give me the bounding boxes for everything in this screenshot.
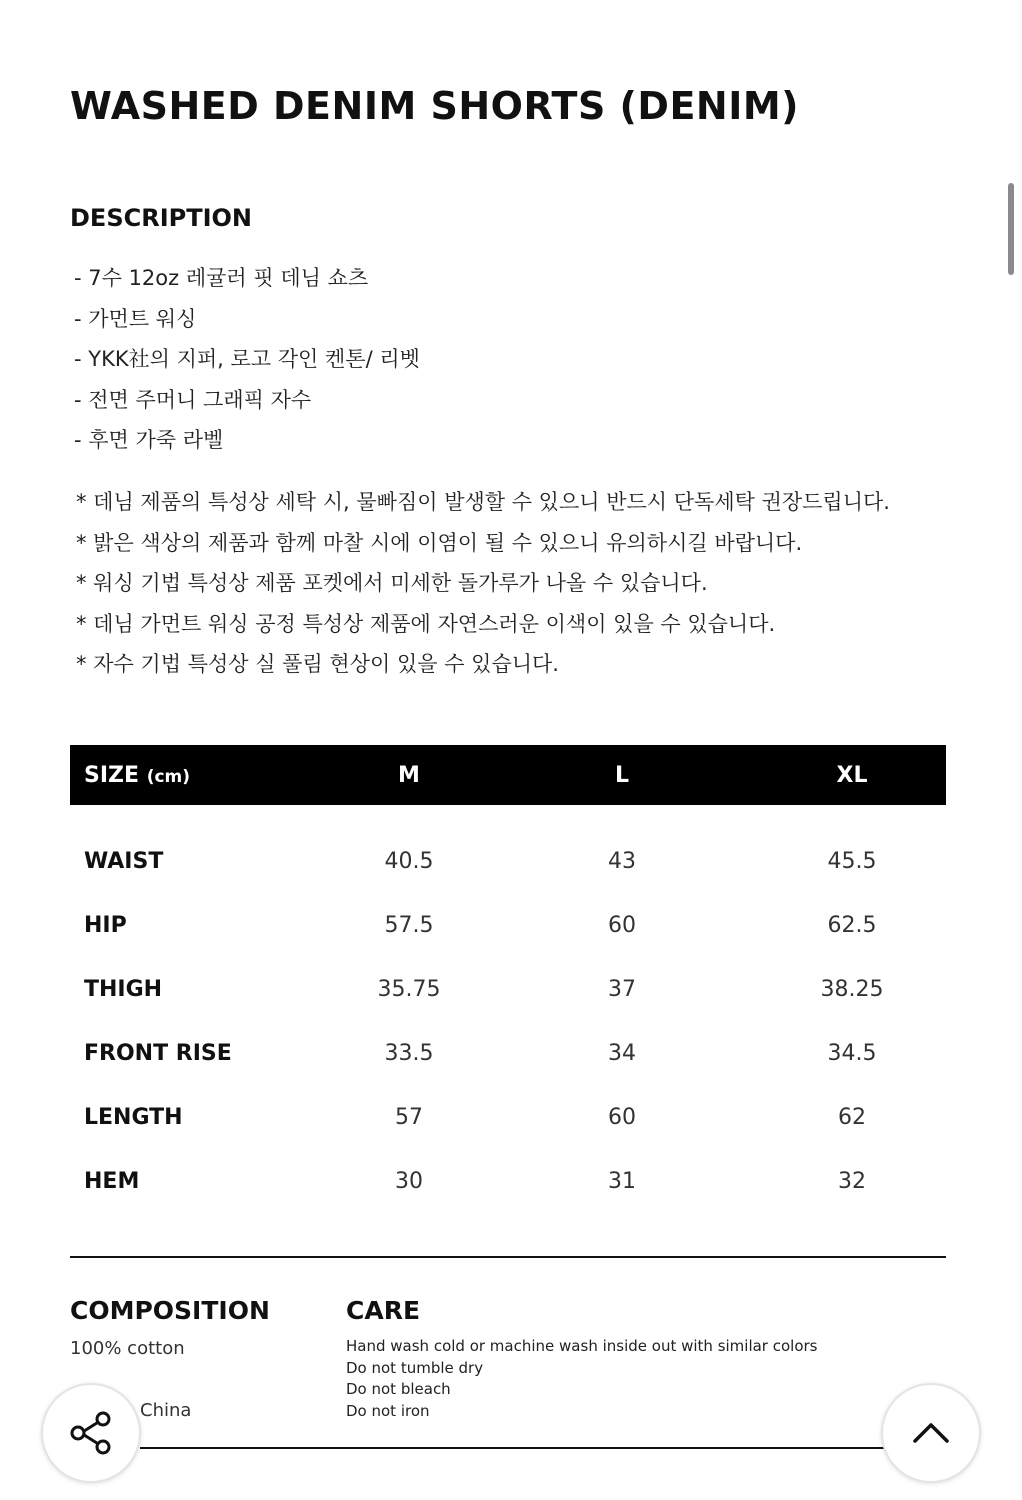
- table-row: [70, 957, 946, 1021]
- care-heading: CARE: [346, 1296, 421, 1325]
- measure-value: 37: [608, 976, 636, 1002]
- care-note: * 데님 가먼트 워싱 공정 특성상 제품에 자연스러운 이색이 있을 수 있습니다.: [76, 611, 776, 636]
- care-note: * 데님 제품의 특성상 세탁 시, 물빠짐이 발생할 수 있으니 반드시 단독세탁 권장드립니다.: [76, 490, 890, 514]
- description-item: - 후면 가죽 라벨: [74, 428, 224, 452]
- table-spacer: [70, 805, 946, 829]
- measure-value: 60: [608, 912, 636, 938]
- description-list: [74, 258, 420, 461]
- measure-value: 35.75: [377, 976, 441, 1002]
- composition-heading: COMPOSITION: [70, 1296, 270, 1325]
- composition-origin: China: [140, 1400, 192, 1421]
- care-note: * 워싱 기법 특성상 제품 포켓에서 미세한 돌가루가 나올 수 있습니다.: [76, 571, 708, 595]
- care-item: Do not tumble dry: [346, 1358, 484, 1377]
- care-item: Do not bleach: [346, 1380, 451, 1398]
- measure-label: HEM: [84, 1168, 140, 1194]
- table-row: [70, 1149, 946, 1213]
- size-header-text: SIZE: [84, 762, 140, 788]
- measure-value: 31: [608, 1168, 636, 1194]
- measure-value: 30: [395, 1168, 423, 1194]
- measure-value: 62: [838, 1104, 866, 1130]
- measure-value: 40.5: [384, 848, 434, 874]
- measure-value: 57: [395, 1104, 423, 1130]
- composition-material: 100% cotton: [70, 1338, 185, 1359]
- scroll-top-button[interactable]: [881, 1383, 981, 1483]
- measure-value: 57.5: [384, 912, 434, 938]
- size-column-header: XL: [836, 762, 868, 788]
- measure-label: LENGTH: [84, 1104, 183, 1130]
- measure-label: FRONT RISE: [84, 1040, 232, 1066]
- measure-value: 33.5: [384, 1040, 434, 1066]
- size-column-header: M: [398, 762, 420, 788]
- description-heading: DESCRIPTION: [70, 204, 253, 232]
- care-list: [346, 1336, 818, 1422]
- table-row: [70, 1085, 946, 1149]
- measure-label: HIP: [84, 912, 127, 938]
- description-item: - YKK社의 지퍼, 로고 각인 켄톤/ 리벳: [74, 347, 420, 371]
- product-title: WASHED DENIM SHORTS (DENIM): [70, 84, 800, 128]
- measure-value: 45.5: [827, 848, 877, 874]
- description-item: - 전면 주머니 그래픽 자수: [74, 387, 312, 412]
- measure-label: THIGH: [84, 976, 163, 1002]
- measure-value: 38.25: [820, 976, 884, 1002]
- description-item: - 7수 12oz 레귤러 핏 데님 쇼츠: [74, 266, 369, 290]
- table-row: [70, 1021, 946, 1085]
- scrollbar[interactable]: [1008, 183, 1014, 275]
- measure-label: WAIST: [84, 848, 164, 874]
- care-item: Hand wash cold or machine wash inside out with similar colors: [346, 1337, 818, 1355]
- care-item: Do not iron: [346, 1401, 430, 1420]
- care-notes-list: [76, 482, 890, 685]
- measure-value: 43: [608, 848, 636, 874]
- measure-value: 34.5: [827, 1040, 877, 1066]
- care-note: * 자수 기법 특성상 실 풀림 현상이 있을 수 있습니다.: [76, 652, 559, 676]
- table-row: [70, 829, 946, 893]
- description-item: - 가먼트 워싱: [74, 306, 197, 331]
- share-button[interactable]: [41, 1383, 141, 1483]
- chevron-up-icon: [909, 1411, 953, 1455]
- table-row: [70, 893, 946, 957]
- size-column-header: L: [614, 762, 630, 788]
- size-table-header: [70, 745, 946, 805]
- care-note: * 밝은 색상의 제품과 함께 마찰 시에 이염이 될 수 있으니 유의하시길 바랍니다.: [76, 530, 803, 555]
- share-icon: [66, 1408, 116, 1458]
- section-divider-bottom: [140, 1447, 885, 1449]
- size-table: [70, 745, 946, 1213]
- size-header-label: [70, 745, 332, 805]
- measure-value: 32: [838, 1168, 866, 1194]
- size-unit: (cm): [146, 766, 191, 787]
- measure-value: 62.5: [827, 912, 877, 938]
- measure-value: 34: [608, 1040, 636, 1066]
- measure-value: 60: [608, 1104, 636, 1130]
- section-divider: [70, 1256, 946, 1258]
